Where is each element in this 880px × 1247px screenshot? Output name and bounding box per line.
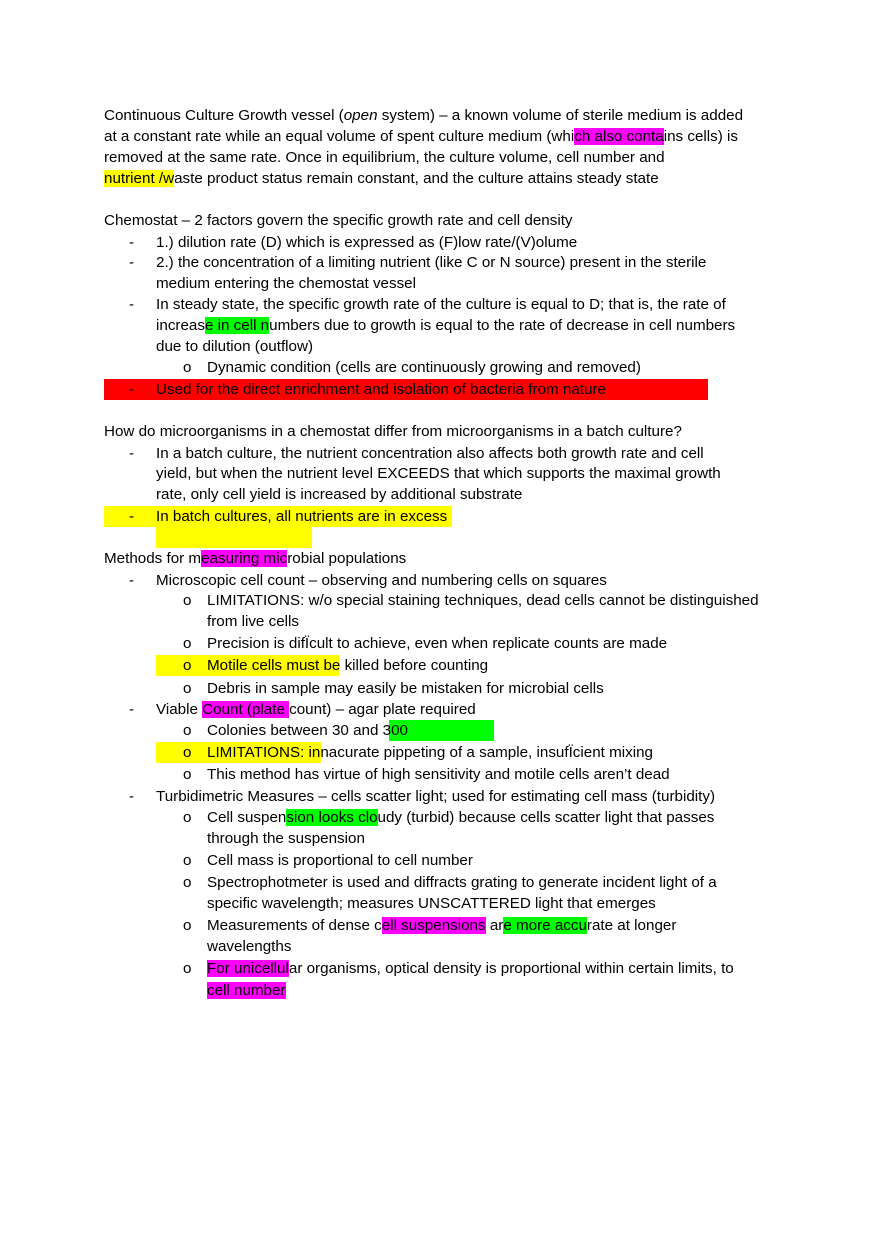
methods-bullet-1: Microscopic cell count – observing and numbering cells on squares	[156, 572, 607, 589]
circle-marker: o	[183, 766, 192, 783]
microscopic-sub-3: Motile cells must be killed before counting	[207, 657, 489, 674]
turbidimetric-sub-3b: specific wavelength; measures UNSCATTERED light that emerges	[207, 895, 656, 912]
highlight-magenta: Count (plate	[202, 701, 290, 718]
microscopic-sub-1b: from live cells	[207, 613, 299, 630]
turbidimetric-sub-4a: Measurements of dense cell suspensions are more accurate at longer	[207, 917, 677, 934]
highlight-magenta: easuring mic	[201, 550, 288, 567]
dash-marker: -	[129, 234, 135, 251]
chemostat-bullet-4: Used for the direct enrichment and isolation of bacteria from nature	[156, 381, 606, 398]
chemostat-bullet-2a: 2.) the concentration of a limiting nutrient (like C or N source) present in the sterile	[156, 254, 707, 271]
highlight-yellow: nutrient /w	[104, 170, 175, 187]
circle-marker: o	[183, 359, 192, 376]
turbidimetric-sub-2: Cell mass is proportional to cell number	[207, 852, 473, 869]
circle-marker: o	[183, 852, 192, 869]
s1-line-3: removed at the same rate. Once in equilibrium, the culture volume, cell number and	[104, 149, 665, 166]
methods-bullet-3: Turbidimetric Measures – cells scatter light; used for estimating cell mass (turbidity)	[156, 788, 716, 805]
highlight-green: sion looks clo	[286, 809, 378, 826]
highlight-yellow-bar	[156, 527, 312, 548]
chemostat-bullet-3a: In steady state, the specific growth rate of the culture is equal to D; that is, the rate of	[156, 296, 726, 313]
highlight-green: e more accu	[503, 917, 587, 934]
turbidimetric-sub-1a: Cell suspension looks cloudy (turbid) because cells scatter light that passes	[207, 809, 715, 826]
s1-line-1: Continuous Culture Growth vessel (open system) – a known volume of sterile medium is added	[104, 107, 744, 124]
dash-marker: -	[129, 254, 135, 271]
viable-sub-1: Colonies between 30 and 300	[207, 722, 408, 739]
circle-marker: o	[183, 722, 192, 739]
viable-sub-2: LIMITATIONS: innacurate pippeting of a sample, insufÏcient mixing	[207, 744, 653, 761]
dash-marker: -	[129, 508, 135, 525]
batch-bullet-1a: In a batch culture, the nutrient concentration also affects both growth rate and cell	[156, 445, 704, 462]
circle-marker: o	[183, 657, 192, 674]
chemostat-bullet-1: 1.) dilution rate (D) which is expressed as (F)low rate/(V)olume	[156, 234, 578, 251]
highlight-magenta: For unicellul	[207, 960, 289, 977]
highlight-magenta: ch also conta	[574, 128, 664, 145]
turbidimetric-sub-4b: wavelengths	[207, 938, 292, 955]
circle-marker: o	[183, 680, 192, 697]
viable-sub-3: This method has virtue of high sensitivity and motile cells aren’t dead	[207, 766, 670, 783]
circle-marker: o	[183, 874, 192, 891]
circle-marker: o	[183, 635, 192, 652]
methods-bullet-2: Viable Count (plate count) – agar plate required	[156, 701, 476, 718]
chemostat-bullet-3b: increase in cell numbers due to growth is equal to the rate of decrease in cell numbers	[156, 317, 736, 334]
s1-line-4: nutrient /waste product status remain constant, and the culture attains steady state	[104, 170, 659, 187]
dash-marker: -	[129, 572, 135, 589]
microscopic-sub-4: Debris in sample may easily be mistaken for microbial cells	[207, 680, 604, 697]
microscopic-sub-2: Precision is difÏcult to achieve, even when replicate counts are made	[207, 635, 668, 652]
turbidimetric-sub-5a: For unicellular organisms, optical density is proportional within certain limits, to	[207, 960, 734, 977]
batch-bullet-1c: rate, only cell yield is increased by additional substrate	[156, 486, 523, 503]
highlight-magenta: cell number	[207, 982, 286, 999]
batch-heading: How do microorganisms in a chemostat differ from microorganisms in a batch culture?	[104, 423, 682, 440]
dash-marker: -	[129, 381, 135, 398]
methods-heading: Methods for measuring microbial populations	[104, 550, 407, 567]
chemostat-bullet-3c: due to dilution (outflow)	[156, 338, 314, 355]
turbidimetric-sub-1b: through the suspension	[207, 830, 365, 847]
chemostat-sub-1: Dynamic condition (cells are continuously growing and removed)	[207, 359, 641, 376]
circle-marker: o	[183, 744, 192, 761]
highlight-magenta: ell suspensions	[381, 917, 486, 934]
microscopic-sub-1a: LIMITATIONS: w/o special staining techniques, dead cells cannot be distinguished	[207, 592, 759, 609]
circle-marker: o	[183, 960, 192, 977]
turbidimetric-sub-5b	[207, 980, 286, 1001]
circle-marker: o	[183, 809, 192, 826]
circle-marker: o	[183, 592, 192, 609]
dash-marker: -	[129, 296, 135, 313]
chemostat-heading: Chemostat – 2 factors govern the specific growth rate and cell density	[104, 212, 573, 229]
s1-line-2: at a constant rate while an equal volume of spent culture medium (which also contains cells) is	[104, 128, 738, 145]
dash-marker: -	[129, 701, 135, 718]
dash-marker: -	[129, 788, 135, 805]
highlight-green: e in cell n	[204, 317, 270, 334]
batch-bullet-1b: yield, but when the nutrient level EXCEEDS that which supports the maximal growth	[156, 465, 721, 482]
circle-marker: o	[183, 917, 192, 934]
batch-bullet-2: In batch cultures, all nutrients are in excess	[156, 508, 448, 525]
chemostat-bullet-2b: medium entering the chemostat vessel	[156, 275, 417, 292]
turbidimetric-sub-3a: Spectrophotmeter is used and diffracts grating to generate incident light of a	[207, 874, 717, 891]
dash-marker: -	[129, 445, 135, 462]
